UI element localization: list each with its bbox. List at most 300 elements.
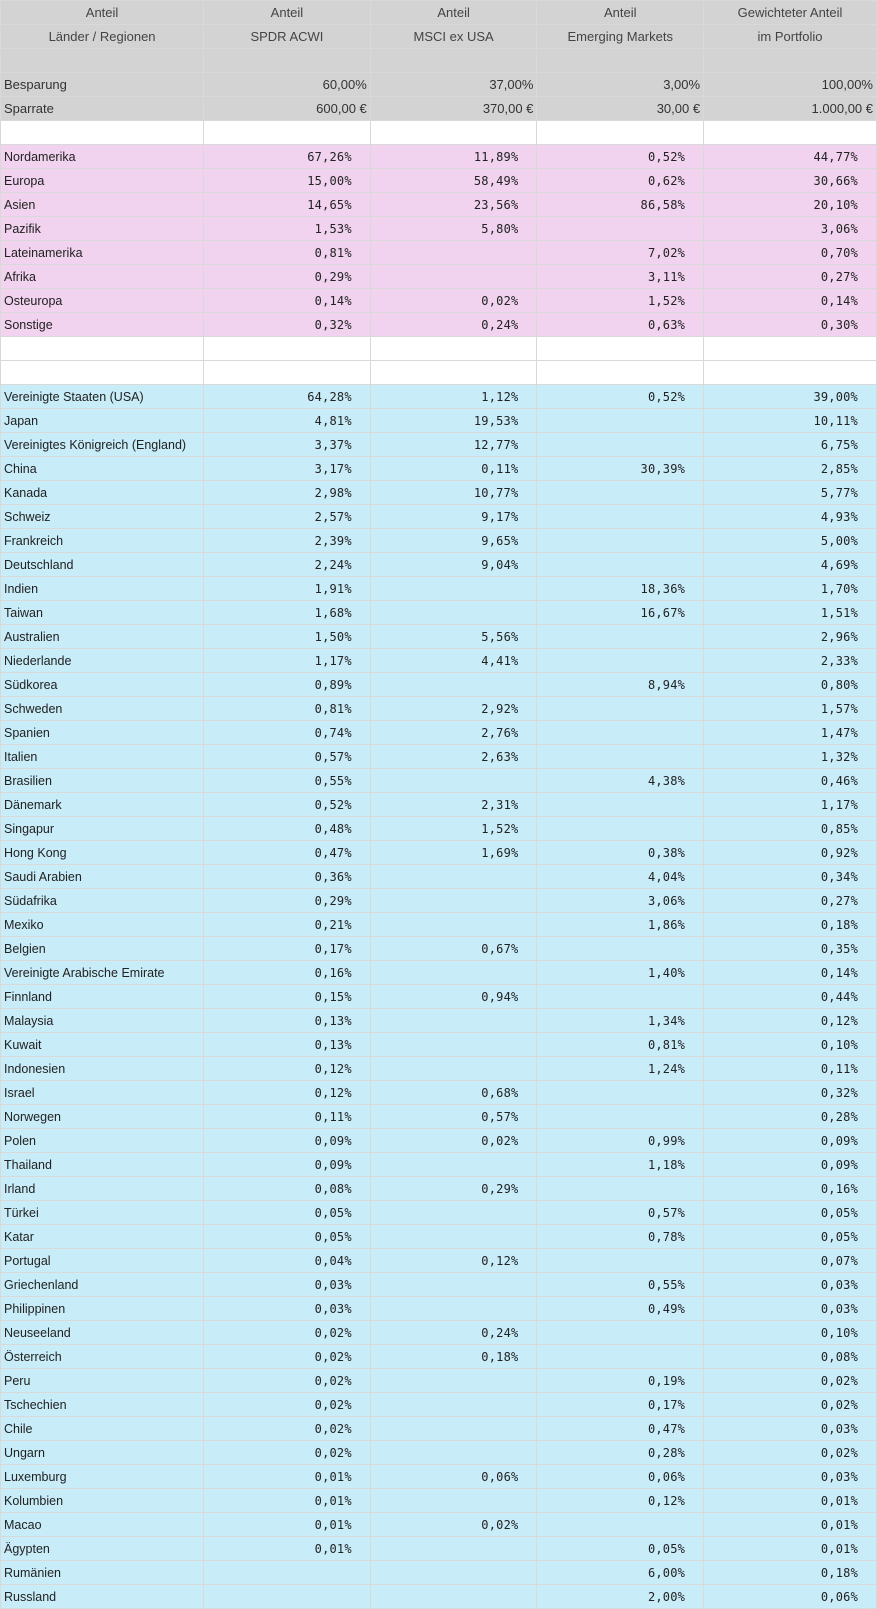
country-value-cell[interactable]: 0,02%: [204, 1369, 371, 1393]
country-value-cell[interactable]: [370, 961, 537, 985]
country-value-cell[interactable]: 0,47%: [204, 841, 371, 865]
country-value-cell[interactable]: 4,41%: [370, 649, 537, 673]
country-name-cell[interactable]: Japan: [1, 409, 204, 433]
country-value-cell[interactable]: 9,04%: [370, 553, 537, 577]
region-value-cell[interactable]: 0,63%: [537, 313, 704, 337]
country-name-cell[interactable]: Peru: [1, 1369, 204, 1393]
country-value-cell[interactable]: 2,92%: [370, 697, 537, 721]
empty-cell[interactable]: [370, 337, 537, 361]
country-value-cell[interactable]: [370, 889, 537, 913]
country-value-cell[interactable]: 0,07%: [704, 1249, 877, 1273]
region-value-cell[interactable]: 0,14%: [204, 289, 371, 313]
country-value-cell[interactable]: 0,19%: [537, 1369, 704, 1393]
country-name-cell[interactable]: Singapur: [1, 817, 204, 841]
country-value-cell[interactable]: 9,17%: [370, 505, 537, 529]
country-name-cell[interactable]: Schweiz: [1, 505, 204, 529]
region-value-cell[interactable]: 7,02%: [537, 241, 704, 265]
country-name-cell[interactable]: China: [1, 457, 204, 481]
region-value-cell[interactable]: 44,77%: [704, 145, 877, 169]
country-value-cell[interactable]: 2,63%: [370, 745, 537, 769]
country-value-cell[interactable]: 0,08%: [204, 1177, 371, 1201]
summary-value-cell[interactable]: 370,00 €: [370, 97, 537, 121]
region-name-cell[interactable]: Nordamerika: [1, 145, 204, 169]
country-value-cell[interactable]: 0,16%: [704, 1177, 877, 1201]
country-value-cell[interactable]: 0,02%: [704, 1393, 877, 1417]
region-value-cell[interactable]: [370, 265, 537, 289]
country-value-cell[interactable]: 0,12%: [370, 1249, 537, 1273]
country-value-cell[interactable]: [370, 769, 537, 793]
country-value-cell[interactable]: 0,55%: [537, 1273, 704, 1297]
country-value-cell[interactable]: 0,12%: [704, 1009, 877, 1033]
country-value-cell[interactable]: [370, 1153, 537, 1177]
country-name-cell[interactable]: Ägypten: [1, 1537, 204, 1561]
country-name-cell[interactable]: Rumänien: [1, 1561, 204, 1585]
summary-value-cell[interactable]: 37,00%: [370, 73, 537, 97]
country-value-cell[interactable]: 0,14%: [704, 961, 877, 985]
country-value-cell[interactable]: 0,05%: [204, 1201, 371, 1225]
country-value-cell[interactable]: [370, 1537, 537, 1561]
country-value-cell[interactable]: 2,33%: [704, 649, 877, 673]
country-value-cell[interactable]: [537, 1105, 704, 1129]
country-value-cell[interactable]: 4,69%: [704, 553, 877, 577]
header-cell[interactable]: Anteil: [204, 1, 371, 25]
country-value-cell[interactable]: [537, 745, 704, 769]
country-value-cell[interactable]: 0,55%: [204, 769, 371, 793]
country-value-cell[interactable]: 2,85%: [704, 457, 877, 481]
country-value-cell[interactable]: 5,77%: [704, 481, 877, 505]
country-value-cell[interactable]: 0,18%: [704, 913, 877, 937]
country-value-cell[interactable]: [537, 481, 704, 505]
region-value-cell[interactable]: 1,52%: [537, 289, 704, 313]
country-value-cell[interactable]: 1,51%: [704, 601, 877, 625]
country-name-cell[interactable]: Südkorea: [1, 673, 204, 697]
region-value-cell[interactable]: 5,80%: [370, 217, 537, 241]
empty-cell[interactable]: [704, 337, 877, 361]
header-cell[interactable]: Gewichteter Anteil: [704, 1, 877, 25]
country-name-cell[interactable]: Israel: [1, 1081, 204, 1105]
region-value-cell[interactable]: 0,62%: [537, 169, 704, 193]
country-value-cell[interactable]: 0,10%: [704, 1321, 877, 1345]
country-name-cell[interactable]: Österreich: [1, 1345, 204, 1369]
country-value-cell[interactable]: 0,35%: [704, 937, 877, 961]
country-name-cell[interactable]: Australien: [1, 625, 204, 649]
empty-cell[interactable]: [1, 337, 204, 361]
country-value-cell[interactable]: [537, 529, 704, 553]
header-cell[interactable]: MSCI ex USA: [370, 25, 537, 49]
header-cell[interactable]: Länder / Regionen: [1, 25, 204, 49]
summary-value-cell[interactable]: 1.000,00 €: [704, 97, 877, 121]
empty-cell[interactable]: [537, 361, 704, 385]
country-value-cell[interactable]: 0,01%: [704, 1513, 877, 1537]
country-name-cell[interactable]: Belgien: [1, 937, 204, 961]
empty-cell[interactable]: [1, 361, 204, 385]
country-value-cell[interactable]: [537, 1177, 704, 1201]
country-value-cell[interactable]: 0,81%: [537, 1033, 704, 1057]
country-name-cell[interactable]: Finnland: [1, 985, 204, 1009]
empty-cell[interactable]: [370, 49, 537, 73]
country-value-cell[interactable]: 5,56%: [370, 625, 537, 649]
country-value-cell[interactable]: [537, 937, 704, 961]
country-value-cell[interactable]: 1,40%: [537, 961, 704, 985]
country-value-cell[interactable]: 1,12%: [370, 385, 537, 409]
region-value-cell[interactable]: 0,24%: [370, 313, 537, 337]
country-value-cell[interactable]: 0,34%: [704, 865, 877, 889]
country-name-cell[interactable]: Brasilien: [1, 769, 204, 793]
country-value-cell[interactable]: 0,24%: [370, 1321, 537, 1345]
country-value-cell[interactable]: 0,11%: [204, 1105, 371, 1129]
region-value-cell[interactable]: 0,70%: [704, 241, 877, 265]
region-value-cell[interactable]: [370, 241, 537, 265]
empty-cell[interactable]: [537, 337, 704, 361]
country-name-cell[interactable]: Niederlande: [1, 649, 204, 673]
country-name-cell[interactable]: Griechenland: [1, 1273, 204, 1297]
country-value-cell[interactable]: 1,34%: [537, 1009, 704, 1033]
country-value-cell[interactable]: 1,69%: [370, 841, 537, 865]
empty-cell[interactable]: [704, 121, 877, 145]
country-name-cell[interactable]: Ungarn: [1, 1441, 204, 1465]
country-value-cell[interactable]: [370, 1009, 537, 1033]
region-value-cell[interactable]: 0,14%: [704, 289, 877, 313]
country-value-cell[interactable]: 1,17%: [204, 649, 371, 673]
region-value-cell[interactable]: 0,52%: [537, 145, 704, 169]
country-name-cell[interactable]: Taiwan: [1, 601, 204, 625]
country-name-cell[interactable]: Luxemburg: [1, 1465, 204, 1489]
country-name-cell[interactable]: Saudi Arabien: [1, 865, 204, 889]
country-name-cell[interactable]: Kuwait: [1, 1033, 204, 1057]
country-value-cell[interactable]: 0,81%: [204, 697, 371, 721]
region-value-cell[interactable]: 58,49%: [370, 169, 537, 193]
country-value-cell[interactable]: [370, 1033, 537, 1057]
country-value-cell[interactable]: 0,03%: [204, 1297, 371, 1321]
country-value-cell[interactable]: 0,49%: [537, 1297, 704, 1321]
country-value-cell[interactable]: 39,00%: [704, 385, 877, 409]
country-value-cell[interactable]: 0,28%: [537, 1441, 704, 1465]
country-value-cell[interactable]: 0,38%: [537, 841, 704, 865]
country-value-cell[interactable]: 1,17%: [704, 793, 877, 817]
country-value-cell[interactable]: 0,32%: [704, 1081, 877, 1105]
empty-cell[interactable]: [537, 49, 704, 73]
country-value-cell[interactable]: [537, 985, 704, 1009]
country-value-cell[interactable]: 0,28%: [704, 1105, 877, 1129]
country-value-cell[interactable]: 0,12%: [537, 1489, 704, 1513]
country-name-cell[interactable]: Deutschland: [1, 553, 204, 577]
country-value-cell[interactable]: 0,01%: [204, 1489, 371, 1513]
country-name-cell[interactable]: Spanien: [1, 721, 204, 745]
country-value-cell[interactable]: 2,00%: [537, 1585, 704, 1609]
country-value-cell[interactable]: [370, 601, 537, 625]
country-value-cell[interactable]: 0,01%: [704, 1489, 877, 1513]
country-value-cell[interactable]: [370, 865, 537, 889]
country-value-cell[interactable]: 6,75%: [704, 433, 877, 457]
region-value-cell[interactable]: 0,32%: [204, 313, 371, 337]
country-value-cell[interactable]: 0,02%: [204, 1321, 371, 1345]
country-name-cell[interactable]: Vereinigtes Königreich (England): [1, 433, 204, 457]
country-value-cell[interactable]: 0,89%: [204, 673, 371, 697]
country-value-cell[interactable]: 1,18%: [537, 1153, 704, 1177]
header-cell[interactable]: SPDR ACWI: [204, 25, 371, 49]
country-value-cell[interactable]: [537, 649, 704, 673]
country-name-cell[interactable]: Norwegen: [1, 1105, 204, 1129]
country-value-cell[interactable]: [370, 1585, 537, 1609]
country-value-cell[interactable]: 9,65%: [370, 529, 537, 553]
country-value-cell[interactable]: 0,09%: [204, 1153, 371, 1177]
country-value-cell[interactable]: 0,05%: [537, 1537, 704, 1561]
region-value-cell[interactable]: 23,56%: [370, 193, 537, 217]
region-name-cell[interactable]: Osteuropa: [1, 289, 204, 313]
region-value-cell[interactable]: 14,65%: [204, 193, 371, 217]
country-value-cell[interactable]: 18,36%: [537, 577, 704, 601]
region-name-cell[interactable]: Pazifik: [1, 217, 204, 241]
country-value-cell[interactable]: 0,06%: [370, 1465, 537, 1489]
country-value-cell[interactable]: 0,18%: [704, 1561, 877, 1585]
region-value-cell[interactable]: 0,29%: [204, 265, 371, 289]
country-value-cell[interactable]: 4,81%: [204, 409, 371, 433]
country-name-cell[interactable]: Macao: [1, 1513, 204, 1537]
country-value-cell[interactable]: 0,05%: [704, 1201, 877, 1225]
country-value-cell[interactable]: 1,70%: [704, 577, 877, 601]
country-name-cell[interactable]: Irland: [1, 1177, 204, 1201]
region-value-cell[interactable]: 30,66%: [704, 169, 877, 193]
country-value-cell[interactable]: 2,39%: [204, 529, 371, 553]
country-value-cell[interactable]: 64,28%: [204, 385, 371, 409]
country-value-cell[interactable]: 0,02%: [204, 1345, 371, 1369]
country-value-cell[interactable]: 0,12%: [204, 1081, 371, 1105]
country-value-cell[interactable]: 3,06%: [537, 889, 704, 913]
region-name-cell[interactable]: Afrika: [1, 265, 204, 289]
country-name-cell[interactable]: Philippinen: [1, 1297, 204, 1321]
country-value-cell[interactable]: 4,04%: [537, 865, 704, 889]
country-value-cell[interactable]: 1,50%: [204, 625, 371, 649]
country-value-cell[interactable]: 0,03%: [704, 1273, 877, 1297]
country-name-cell[interactable]: Malaysia: [1, 1009, 204, 1033]
country-name-cell[interactable]: Südafrika: [1, 889, 204, 913]
country-name-cell[interactable]: Frankreich: [1, 529, 204, 553]
country-value-cell[interactable]: 0,36%: [204, 865, 371, 889]
country-name-cell[interactable]: Schweden: [1, 697, 204, 721]
country-value-cell[interactable]: 0,02%: [370, 1129, 537, 1153]
summary-value-cell[interactable]: 3,00%: [537, 73, 704, 97]
country-value-cell[interactable]: 16,67%: [537, 601, 704, 625]
country-value-cell[interactable]: 0,09%: [204, 1129, 371, 1153]
region-name-cell[interactable]: Asien: [1, 193, 204, 217]
country-value-cell[interactable]: 0,02%: [704, 1369, 877, 1393]
country-name-cell[interactable]: Mexiko: [1, 913, 204, 937]
country-name-cell[interactable]: Italien: [1, 745, 204, 769]
country-value-cell[interactable]: [204, 1585, 371, 1609]
country-value-cell[interactable]: 0,27%: [704, 889, 877, 913]
country-value-cell[interactable]: 1,86%: [537, 913, 704, 937]
country-name-cell[interactable]: Kanada: [1, 481, 204, 505]
empty-cell[interactable]: [204, 121, 371, 145]
country-value-cell[interactable]: 0,29%: [204, 889, 371, 913]
country-value-cell[interactable]: 4,93%: [704, 505, 877, 529]
country-value-cell[interactable]: 0,01%: [204, 1537, 371, 1561]
country-value-cell[interactable]: [370, 1057, 537, 1081]
region-value-cell[interactable]: 1,53%: [204, 217, 371, 241]
region-value-cell[interactable]: 20,10%: [704, 193, 877, 217]
country-value-cell[interactable]: 0,08%: [704, 1345, 877, 1369]
country-value-cell[interactable]: 0,03%: [704, 1417, 877, 1441]
summary-label-cell[interactable]: Besparung: [1, 73, 204, 97]
country-value-cell[interactable]: 0,11%: [370, 457, 537, 481]
country-value-cell[interactable]: 0,52%: [537, 385, 704, 409]
header-cell[interactable]: im Portfolio: [704, 25, 877, 49]
country-name-cell[interactable]: Portugal: [1, 1249, 204, 1273]
country-name-cell[interactable]: Thailand: [1, 1153, 204, 1177]
country-value-cell[interactable]: [537, 1513, 704, 1537]
header-cell[interactable]: Anteil: [1, 1, 204, 25]
country-value-cell[interactable]: 0,02%: [370, 1513, 537, 1537]
country-name-cell[interactable]: Vereinigte Staaten (USA): [1, 385, 204, 409]
country-name-cell[interactable]: Indonesien: [1, 1057, 204, 1081]
summary-value-cell[interactable]: 60,00%: [204, 73, 371, 97]
country-value-cell[interactable]: 0,17%: [537, 1393, 704, 1417]
country-value-cell[interactable]: [537, 1321, 704, 1345]
country-value-cell[interactable]: 2,76%: [370, 721, 537, 745]
country-value-cell[interactable]: 0,12%: [204, 1057, 371, 1081]
country-value-cell[interactable]: 0,06%: [537, 1465, 704, 1489]
country-value-cell[interactable]: 0,05%: [704, 1225, 877, 1249]
country-value-cell[interactable]: 0,01%: [704, 1537, 877, 1561]
country-value-cell[interactable]: 0,46%: [704, 769, 877, 793]
country-value-cell[interactable]: [537, 553, 704, 577]
country-value-cell[interactable]: 0,03%: [704, 1297, 877, 1321]
country-name-cell[interactable]: Kolumbien: [1, 1489, 204, 1513]
country-value-cell[interactable]: 0,01%: [204, 1465, 371, 1489]
country-value-cell[interactable]: [537, 721, 704, 745]
country-value-cell[interactable]: [204, 1561, 371, 1585]
country-name-cell[interactable]: Russland: [1, 1585, 204, 1609]
country-value-cell[interactable]: 0,11%: [704, 1057, 877, 1081]
empty-cell[interactable]: [370, 121, 537, 145]
country-value-cell[interactable]: 0,10%: [704, 1033, 877, 1057]
empty-cell[interactable]: [204, 337, 371, 361]
country-value-cell[interactable]: 0,05%: [204, 1225, 371, 1249]
country-name-cell[interactable]: Hong Kong: [1, 841, 204, 865]
country-value-cell[interactable]: 5,00%: [704, 529, 877, 553]
country-value-cell[interactable]: 30,39%: [537, 457, 704, 481]
country-value-cell[interactable]: 0,94%: [370, 985, 537, 1009]
region-value-cell[interactable]: [537, 217, 704, 241]
country-value-cell[interactable]: 0,68%: [370, 1081, 537, 1105]
country-value-cell[interactable]: 0,21%: [204, 913, 371, 937]
empty-cell[interactable]: [370, 361, 537, 385]
header-cell[interactable]: Anteil: [370, 1, 537, 25]
country-value-cell[interactable]: 6,00%: [537, 1561, 704, 1585]
region-name-cell[interactable]: Lateinamerika: [1, 241, 204, 265]
country-name-cell[interactable]: Indien: [1, 577, 204, 601]
country-value-cell[interactable]: 0,85%: [704, 817, 877, 841]
country-value-cell[interactable]: 0,29%: [370, 1177, 537, 1201]
country-value-cell[interactable]: [537, 1249, 704, 1273]
country-value-cell[interactable]: [537, 697, 704, 721]
region-value-cell[interactable]: 11,89%: [370, 145, 537, 169]
country-value-cell[interactable]: 0,99%: [537, 1129, 704, 1153]
region-value-cell[interactable]: 0,02%: [370, 289, 537, 313]
country-value-cell[interactable]: 19,53%: [370, 409, 537, 433]
country-value-cell[interactable]: 0,02%: [204, 1441, 371, 1465]
summary-label-cell[interactable]: Sparrate: [1, 97, 204, 121]
country-value-cell[interactable]: 8,94%: [537, 673, 704, 697]
region-value-cell[interactable]: 67,26%: [204, 145, 371, 169]
country-value-cell[interactable]: 2,31%: [370, 793, 537, 817]
country-value-cell[interactable]: 0,15%: [204, 985, 371, 1009]
country-value-cell[interactable]: 0,57%: [204, 745, 371, 769]
region-value-cell[interactable]: 86,58%: [537, 193, 704, 217]
country-value-cell[interactable]: [370, 913, 537, 937]
country-value-cell[interactable]: 0,13%: [204, 1033, 371, 1057]
country-value-cell[interactable]: 0,48%: [204, 817, 371, 841]
country-value-cell[interactable]: 0,80%: [704, 673, 877, 697]
country-value-cell[interactable]: 12,77%: [370, 433, 537, 457]
country-value-cell[interactable]: [537, 409, 704, 433]
country-value-cell[interactable]: 10,11%: [704, 409, 877, 433]
region-value-cell[interactable]: 3,11%: [537, 265, 704, 289]
country-value-cell[interactable]: [370, 1201, 537, 1225]
country-value-cell[interactable]: [370, 1393, 537, 1417]
country-value-cell[interactable]: 0,18%: [370, 1345, 537, 1369]
country-value-cell[interactable]: 0,03%: [204, 1273, 371, 1297]
country-value-cell[interactable]: 0,44%: [704, 985, 877, 1009]
country-value-cell[interactable]: 0,13%: [204, 1009, 371, 1033]
country-value-cell[interactable]: [370, 1489, 537, 1513]
country-name-cell[interactable]: Katar: [1, 1225, 204, 1249]
country-value-cell[interactable]: [537, 793, 704, 817]
region-value-cell[interactable]: 0,30%: [704, 313, 877, 337]
country-value-cell[interactable]: 0,06%: [704, 1585, 877, 1609]
country-value-cell[interactable]: [370, 673, 537, 697]
country-value-cell[interactable]: 0,16%: [204, 961, 371, 985]
country-value-cell[interactable]: [370, 1297, 537, 1321]
country-value-cell[interactable]: [370, 1561, 537, 1585]
summary-value-cell[interactable]: 30,00 €: [537, 97, 704, 121]
country-value-cell[interactable]: 0,67%: [370, 937, 537, 961]
country-value-cell[interactable]: 1,24%: [537, 1057, 704, 1081]
country-name-cell[interactable]: Polen: [1, 1129, 204, 1153]
country-value-cell[interactable]: 0,01%: [204, 1513, 371, 1537]
header-cell[interactable]: Anteil: [537, 1, 704, 25]
country-value-cell[interactable]: 0,02%: [704, 1441, 877, 1465]
country-value-cell[interactable]: 10,77%: [370, 481, 537, 505]
empty-cell[interactable]: [204, 49, 371, 73]
region-name-cell[interactable]: Europa: [1, 169, 204, 193]
country-value-cell[interactable]: [370, 577, 537, 601]
empty-cell[interactable]: [704, 361, 877, 385]
country-value-cell[interactable]: [370, 1417, 537, 1441]
summary-value-cell[interactable]: 600,00 €: [204, 97, 371, 121]
country-name-cell[interactable]: Türkei: [1, 1201, 204, 1225]
country-value-cell[interactable]: [537, 433, 704, 457]
country-value-cell[interactable]: 0,78%: [537, 1225, 704, 1249]
country-value-cell[interactable]: [537, 1345, 704, 1369]
country-value-cell[interactable]: [370, 1369, 537, 1393]
country-value-cell[interactable]: 2,57%: [204, 505, 371, 529]
country-value-cell[interactable]: 0,57%: [537, 1201, 704, 1225]
region-value-cell[interactable]: 0,27%: [704, 265, 877, 289]
country-value-cell[interactable]: 0,47%: [537, 1417, 704, 1441]
country-value-cell[interactable]: [370, 1225, 537, 1249]
country-value-cell[interactable]: 1,68%: [204, 601, 371, 625]
country-value-cell[interactable]: [537, 1081, 704, 1105]
region-value-cell[interactable]: 0,81%: [204, 241, 371, 265]
empty-cell[interactable]: [1, 121, 204, 145]
country-value-cell[interactable]: 0,03%: [704, 1465, 877, 1489]
country-value-cell[interactable]: 0,09%: [704, 1129, 877, 1153]
country-value-cell[interactable]: [537, 505, 704, 529]
country-value-cell[interactable]: 1,57%: [704, 697, 877, 721]
country-value-cell[interactable]: 0,04%: [204, 1249, 371, 1273]
country-name-cell[interactable]: Neuseeland: [1, 1321, 204, 1345]
